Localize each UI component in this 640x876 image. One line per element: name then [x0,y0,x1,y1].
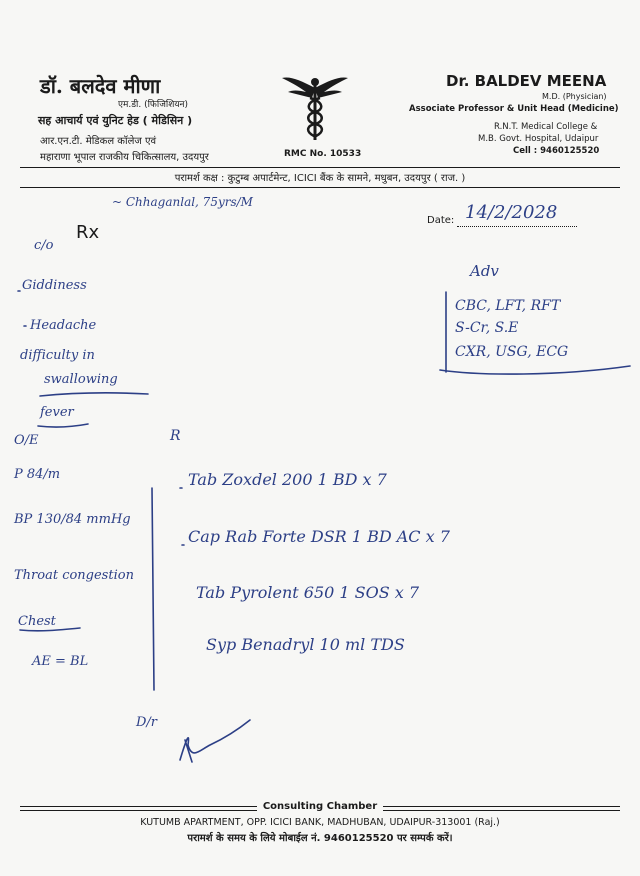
cell-number: Cell : 9460125520 [513,146,600,156]
caduceus-icon [280,70,350,142]
patient-line: ~ Chhaganlal, 75yrs/M [112,195,253,209]
doctor-name-hindi: डॉ. बलदेव मीणा [40,74,161,98]
doctor-designation-english: Associate Professor & Unit Head (Medicine) [409,104,619,114]
complaint-item: Giddiness [22,278,87,293]
complaint-item: fever [40,405,74,420]
doctor-degree-hindi: एम.डी. (फिजिशियन) [118,100,189,110]
exam-heading: O/E [14,433,39,448]
doctor-name-english: Dr. BALDEV MEENA [446,72,607,90]
footer-address-english: KUTUMB APARTMENT, OPP. ICICI BANK, MADHUBAN, UDAIPUR-313001 (Raj.) [140,817,500,828]
advice-heading: Adv [470,262,499,280]
medicine-item: Tab Zoxdel 200 1 BD x 7 [188,470,387,489]
rx-mark-handwritten: R [170,428,181,444]
date-dotted-line [457,226,577,227]
exam-item: Chest [18,614,56,629]
complaint-item: Headache [30,318,97,333]
complaint-item: difficulty in [20,348,95,363]
investigation-item: CBC, LFT, RFT [455,298,561,314]
header-divider-top [20,167,620,168]
college-english-line1: R.N.T. Medical College & [494,122,598,132]
complaint-item: swallowing [44,372,118,387]
medicine-item: Cap Rab Forte DSR 1 BD AC x 7 [188,527,450,546]
footer-contact-hindi: परामर्श के समय के लिये मोबाईल नं. 9460125520 पर सम्पर्क करें। [187,833,453,844]
consulting-address-hindi: परामर्श कक्ष : कुटुम्ब अपार्टमेन्ट, ICICI बैंक के सामने, मधुबन, उदयपुर ( राज. ) [174,173,466,184]
date-value: 14/2/2028 [465,202,558,223]
doctor-degree-english: M.D. (Physician) [542,92,607,101]
college-hindi-line1: आर.एन.टी. मेडिकल कॉलेज एवं [40,136,157,147]
complaints-heading: c/o [34,238,54,253]
doctor-designation-hindi: सह आचार्य एवं युनिट हेड ( मेडिसिन ) [38,114,193,127]
exam-item: AE = BL [32,654,89,669]
signature-prefix: D/r [136,715,158,730]
header-divider-bottom [20,187,620,188]
exam-item: BP 130/84 mmHg [14,512,131,527]
medicine-item: Syp Benadryl 10 ml TDS [206,635,405,654]
exam-item: P 84/m [14,467,61,482]
rx-symbol: Rx [76,222,100,243]
medicine-item: Tab Pyrolent 650 1 SOS x 7 [196,583,420,602]
college-english-line2: M.B. Govt. Hospital, Udaipur [478,134,599,144]
investigation-item: CXR, USG, ECG [455,344,569,360]
chamber-title [0,801,640,812]
college-hindi-line2: महाराणा भूपाल राजकीय चिकित्सालय, उदयपुर [40,152,209,163]
investigation-item: S-Cr, S.E [455,320,519,336]
exam-item: Throat congestion [14,568,134,583]
chamber-title-text: Consulting Chamber [257,801,383,812]
rmc-number: RMC No. 10533 [284,149,362,159]
date-label: Date: [427,215,455,226]
